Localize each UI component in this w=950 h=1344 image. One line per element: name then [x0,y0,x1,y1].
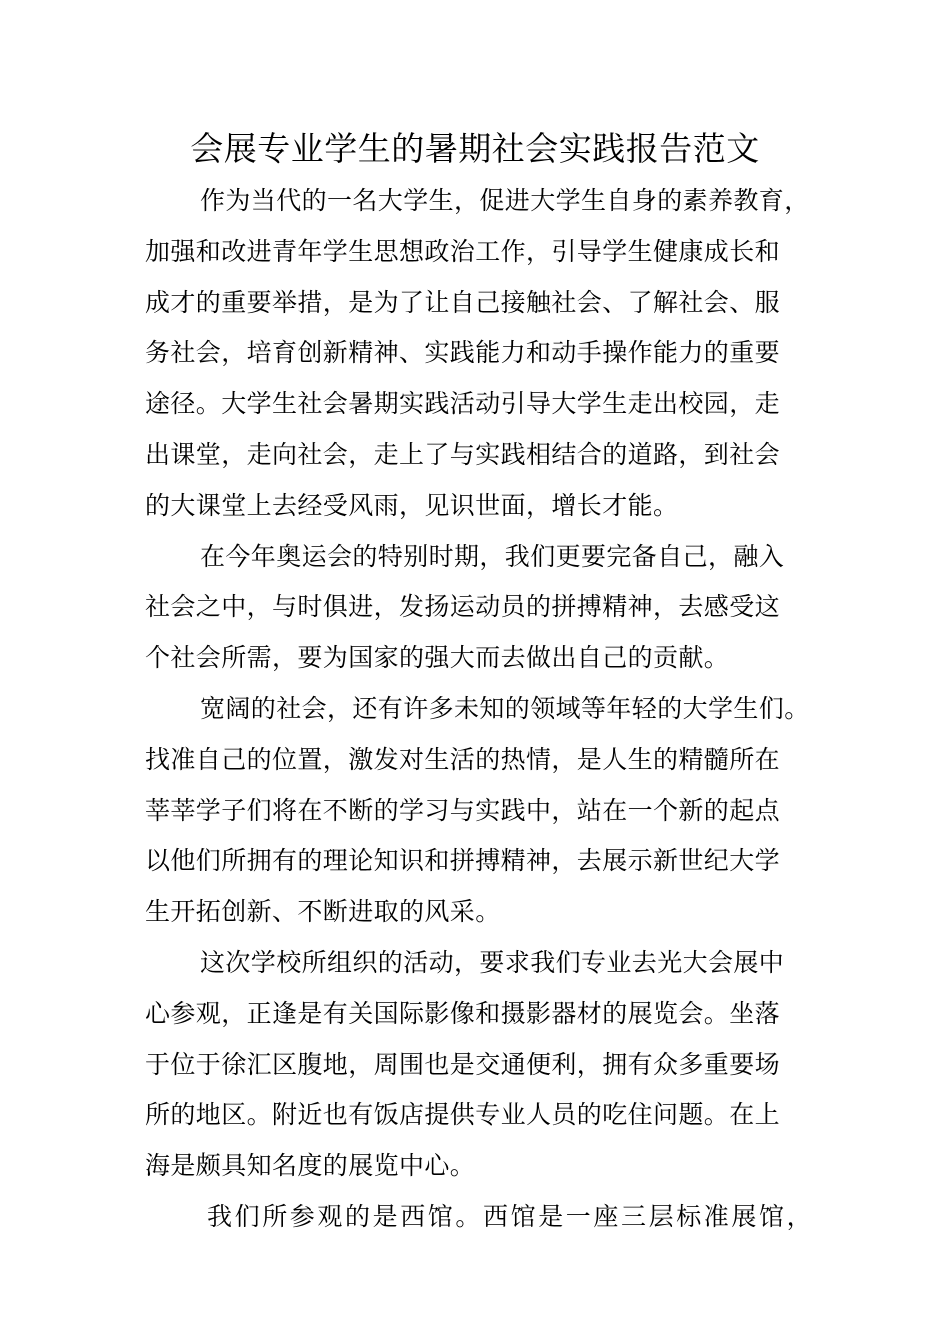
paragraph-2-line-1: 在今年奥运会的特别时期，我们更要完备自己，融入 [200,541,785,571]
paragraph-3-line-1: 宽阔的社会，还有许多未知的领域等年轻的大学生们。 [200,693,810,723]
paragraph-3-line-5: 生开拓创新、不断进取的风采。 [145,897,501,927]
paragraph-4-line-1: 这次学校所组织的活动，要求我们专业去光大会展中 [200,947,785,977]
paragraph-1-line-4: 务社会，培育创新精神、实践能力和动手操作能力的重要 [145,338,781,368]
paragraph-1-line-1: 作为当代的一名大学生，促进大学生自身的素养教育， [200,186,810,215]
paragraph-4-line-5: 海是颇具知名度的展览中心。 [145,1151,476,1181]
paragraph-1-line-5: 途径。大学生社会暑期实践活动引导大学生走出校园，走 [145,389,781,419]
document-body [145,176,835,1243]
document-title: 会展专业学生的暑期社会实践报告范文 [190,129,760,168]
paragraph-2-line-3: 个社会所需，要为国家的强大而去做出自己的贡献。 [145,643,730,673]
paragraph-4-line-4: 所的地区。附近也有饭店提供专业人员的吃住问题。在上 [145,1100,781,1130]
paragraph-1-line-7: 的大课堂上去经受风雨，见识世面，增长才能。 [145,490,679,520]
paragraph-3-line-3: 莘莘学子们将在不断的学习与实践中，站在一个新的起点 [145,795,781,825]
paragraph-3-line-4: 以他们所拥有的理论知识和拼搏精神，去展示新世纪大学 [145,846,781,876]
paragraph-1-line-2: 加强和改进青年学生思想政治工作，引导学生健康成长和 [145,236,781,266]
paragraph-4-line-3: 于位于徐汇区腹地，周围也是交通便利，拥有众多重要场 [145,1049,781,1079]
paragraph-3-line-2: 找准自己的位置，激发对生活的热情，是人生的精髓所在 [145,744,781,774]
paragraph-5-line-1: 我们所参观的是西馆。西馆是一座三层标准展馆， [207,1201,815,1231]
paragraph-4-line-2: 心参观，正逢是有关国际影像和摄影器材的展览会。坐落 [145,998,781,1028]
paragraph-1-line-6: 出课堂，走向社会，走上了与实践相结合的道路，到社会 [145,439,781,469]
paragraph-1-line-3: 成才的重要举措，是为了让自己接触社会、了解社会、服 [145,287,781,317]
paragraph-2-line-2: 社会之中，与时俱进，发扬运动员的拼搏精神，去感受这 [145,592,781,622]
